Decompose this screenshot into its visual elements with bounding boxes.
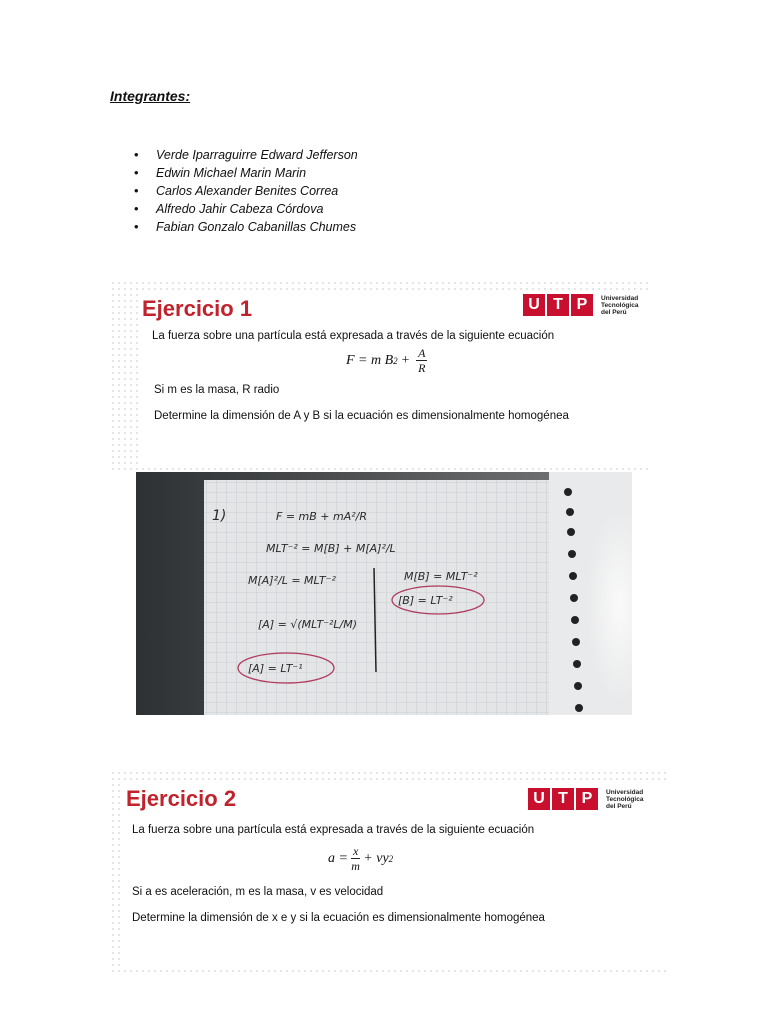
logo-text: Universidad Tecnológica del Perú <box>606 788 644 810</box>
exercise1-formula <box>346 346 430 375</box>
slide-content <box>138 292 650 464</box>
members-title: Integrantes: <box>110 88 191 104</box>
members-list <box>134 146 358 236</box>
formula-lhs: a = <box>328 850 348 866</box>
exercise2-given: Si a es aceleración, m es la masa, v es velocidad <box>132 886 384 898</box>
exercise2-statement: La fuerza sobre una partícula está expresada a través de la siguiente ecuación <box>132 824 535 836</box>
hw-eq7: [A] = LT⁻¹ <box>248 662 303 675</box>
hw-eq1: F = mB + mA²/R <box>276 510 368 523</box>
exercise1-given: Si m es la masa, R radio <box>154 384 280 396</box>
logo-letter: P <box>571 294 593 316</box>
logo-letter: T <box>552 788 574 810</box>
formula-fraction <box>351 844 360 873</box>
exercise1-title: Ejercicio 1 <box>142 296 253 321</box>
member-name: Verde Iparraguirre Edward Jefferson <box>156 148 358 162</box>
exercise1-statement: La fuerza sobre una partícula está expresada a través de la siguiente ecuación <box>152 330 555 342</box>
exercise2-task: Determine la dimensión de x e y si la ecuación es dimensionalmente homogénea <box>132 912 545 924</box>
formula-den: R <box>418 361 426 375</box>
list-item <box>134 182 358 200</box>
logo-letter: U <box>528 788 550 810</box>
formula-den: m <box>351 859 360 873</box>
hw-eq3: M[A]²/L = MLT⁻² <box>248 574 336 587</box>
logo-letter: U <box>523 294 545 316</box>
formula-num: A <box>418 346 426 360</box>
formula-plus: + <box>400 352 411 368</box>
exercise1-task: Determine la dimensión de A y B si la ecuación es dimensionalmente homogénea <box>154 410 569 422</box>
logo-letter: P <box>576 788 598 810</box>
formula-rest: + vy <box>363 850 389 866</box>
hw-eq2: MLT⁻² = M[B] + M[A]²/L <box>266 542 396 555</box>
formula-sup: 2 <box>388 853 394 864</box>
list-item <box>134 146 358 164</box>
list-item <box>134 200 358 218</box>
formula-lhs: F = m B <box>346 352 394 368</box>
formula-fraction <box>416 346 427 375</box>
notebook-photo-svg <box>136 472 632 715</box>
hw-eq4: M[B] = MLT⁻² <box>404 570 478 583</box>
member-name: Carlos Alexander Benites Correa <box>156 184 339 198</box>
utp-logo <box>523 294 638 316</box>
logo-text: Universidad Tecnológica del Perú <box>601 294 639 316</box>
exercise2-formula <box>328 844 393 873</box>
logo-letter: T <box>547 294 569 316</box>
list-item <box>134 164 358 182</box>
exercise2-slide <box>110 770 670 975</box>
utp-logo <box>528 788 643 810</box>
bullet-icon: • <box>134 201 139 216</box>
hw-item: 1) <box>212 508 227 524</box>
notebook-photo <box>136 472 632 715</box>
bullet-icon: • <box>134 165 139 180</box>
list-item <box>134 218 358 236</box>
formula-sup: 2 <box>393 355 398 366</box>
bullet-icon: • <box>134 147 139 162</box>
bullet-icon: • <box>134 219 139 234</box>
bullet-icon: • <box>134 183 139 198</box>
formula-num: x <box>352 844 359 858</box>
slide-content <box>120 782 670 969</box>
member-name: Fabian Gonzalo Cabanillas Chumes <box>156 220 357 234</box>
exercise2-title: Ejercicio 2 <box>126 786 237 811</box>
exercise1-slide <box>110 280 650 470</box>
hw-eq6: [A] = √(MLT⁻²L/M) <box>258 618 358 631</box>
hw-eq5: [B] = LT⁻² <box>398 594 453 607</box>
member-name: Alfredo Jahir Cabeza Córdova <box>156 202 324 216</box>
member-name: Edwin Michael Marin Marin <box>156 166 307 180</box>
